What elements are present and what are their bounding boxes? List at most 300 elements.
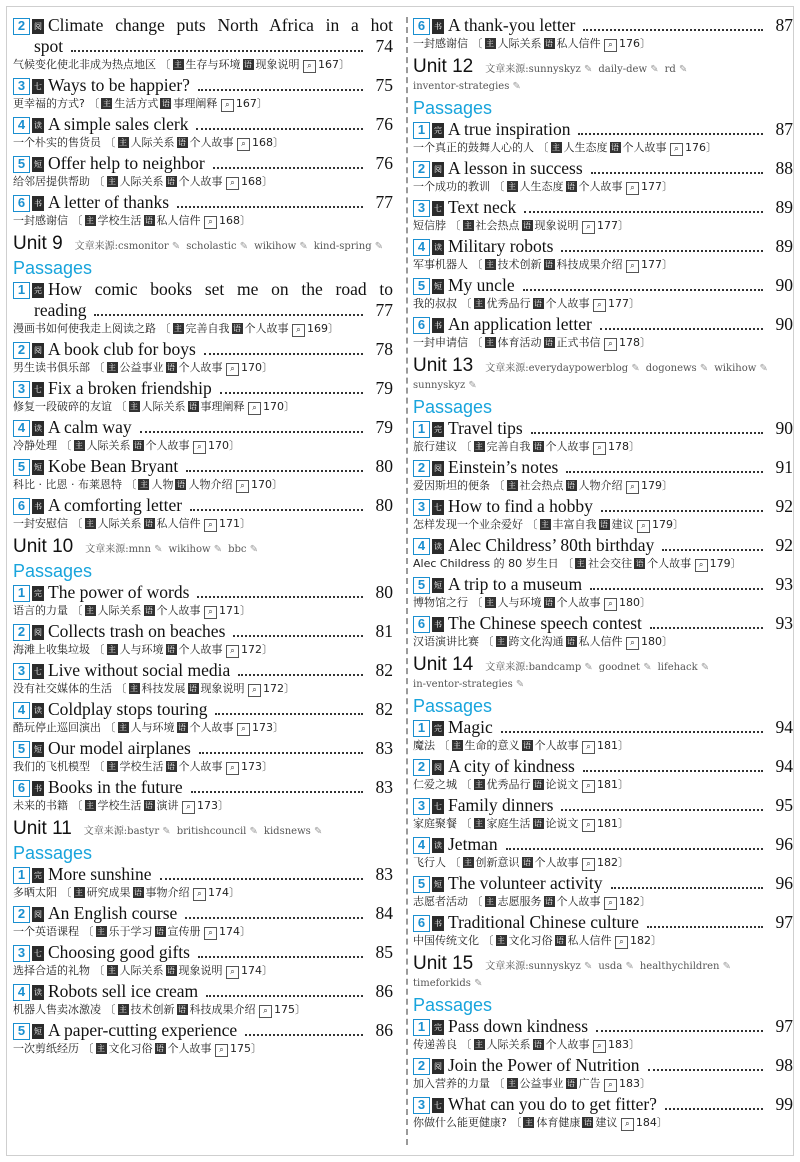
answer-page-ref[interactable]: ⌕ 181 [582,817,618,830]
passage-type-icon: 七 [432,500,444,515]
page-number[interactable]: 93 [775,613,793,633]
entry-number: 2 [413,759,430,776]
genre-icon: 语 [145,801,153,810]
section-heading: Passages [413,995,493,1015]
page-number[interactable]: 82 [375,660,393,680]
theme-icon: 主 [497,936,505,945]
entry-title[interactable]: A book club for boys [48,339,196,359]
passage-type-icon: 书 [32,196,44,211]
entry-title-row[interactable] [448,1094,793,1115]
page-number[interactable]: 90 [775,314,793,334]
entry-title[interactable]: The power of words [48,582,190,602]
unit-heading [13,818,393,840]
answer-page-ref[interactable]: ⌕ 177 [626,180,662,193]
theme-label: 人物 [151,478,174,491]
answer-page-ref[interactable]: ⌕ 180 [604,596,640,609]
entry-title[interactable]: Live without social media [48,660,231,680]
page-number[interactable]: 88 [775,158,793,178]
entry-title[interactable]: A thank-you letter [448,15,576,35]
entry-line [413,15,793,36]
entry-title-row[interactable] [448,275,793,296]
answer-page-ref[interactable]: ⌕ 167 [221,97,257,110]
entry-title-row[interactable] [48,942,393,963]
answer-page-ref[interactable]: ⌕ 171 [204,604,240,617]
toc-entry[interactable] [413,873,793,910]
genre-icon: 语 [178,138,186,147]
entry-title-row[interactable] [48,192,393,213]
entry-title-row[interactable] [48,495,393,516]
section-heading: Passages [413,397,493,417]
entry-title[interactable]: Jetman [448,834,498,854]
entry-title[interactable]: How comic books set me on the road to [48,279,393,299]
entry-title-row[interactable] [448,15,793,36]
toc-entry[interactable] [413,1055,793,1092]
page-number[interactable]: 96 [775,834,793,854]
entry-title-row[interactable] [48,660,393,681]
theme-label: 人生态度 [519,180,564,193]
toc-entry[interactable] [413,912,793,949]
toc-entry[interactable] [413,496,793,533]
page-number[interactable]: 82 [375,699,393,719]
toc-entry[interactable] [413,574,793,611]
entry-title[interactable]: How to find a hobby [448,496,593,516]
answer-page-ref[interactable]: ⌕ 174 [226,964,262,977]
entry-title-row[interactable] [448,717,793,738]
entry-title-continuation [13,300,393,321]
entry-title-row[interactable] [448,1016,793,1037]
entry-title[interactable]: A comforting letter [48,495,183,515]
page-number[interactable]: 79 [375,417,393,437]
unit-title: Unit 10 [13,536,74,557]
toc-entry[interactable] [413,236,793,273]
page-number[interactable]: 76 [375,153,393,173]
entry-title-row[interactable] [48,981,393,1002]
entry-title[interactable]: A calm way [48,417,132,437]
page-number[interactable]: 80 [375,456,393,476]
page-number[interactable]: 89 [775,236,793,256]
page-number[interactable]: 84 [375,903,393,923]
entry-title-row[interactable] [448,496,793,517]
answer-page-ref[interactable]: ⌕ 175 [259,1003,295,1016]
entry-title[interactable]: More sunshine [48,864,152,884]
answer-page-ref[interactable]: ⌕ 174 [193,886,229,899]
answer-page-ref[interactable]: ⌕ 176 [604,37,640,50]
answer-page-ref[interactable]: ⌕ 176 [670,141,706,154]
entry-title[interactable]: Offer help to neighbor [48,153,205,173]
entry-title-row[interactable] [448,418,793,439]
entry-subtitle-line: 中国传统文化 〔 主 文化习俗 语 私人信件 ⌕ 182〕 [413,933,793,949]
passage-type-icon: 完 [432,1020,444,1035]
theme-icon: 主 [576,559,585,568]
answer-page-ref[interactable]: ⌕ 182 [615,934,651,947]
answer-page-ref[interactable]: ⌕ 181 [582,778,618,791]
leader-dots [206,995,363,997]
entry-title-row[interactable] [448,457,793,478]
entry-title-row[interactable] [448,574,793,595]
theme-label: 人与环境 [130,721,175,734]
entry-title[interactable]: What can you do to get fitter? [448,1094,657,1114]
page-number[interactable]: 96 [775,873,793,893]
entry-title[interactable]: Our model airplanes [48,738,191,758]
entry-number: 3 [413,499,430,516]
entry-title-row[interactable] [448,912,793,933]
entry-title[interactable]: Einstein’s notes [448,457,559,477]
entry-line [413,834,793,855]
entry-title[interactable]: Travel tips [448,418,523,438]
entry-title-row[interactable] [448,756,793,777]
passage-type-icon: 阅 [32,907,44,922]
unit-title: Unit 12 [413,56,474,77]
page-number[interactable]: 99 [775,1094,793,1114]
page-number[interactable]: 79 [375,378,393,398]
toc-entry[interactable] [13,417,393,454]
entry-title-row[interactable] [448,834,793,855]
section-heading: Passages [13,843,93,863]
page-number[interactable]: 90 [775,275,793,295]
entry-line [13,1020,393,1041]
entry-title-cont[interactable]: reading [34,300,87,320]
toc-entry[interactable] [13,660,393,697]
entry-title-row[interactable] [48,339,393,360]
page-number[interactable]: 75 [375,75,393,95]
page-number[interactable]: 92 [775,535,793,555]
entry-number: 6 [13,498,30,515]
entry-title-continuation [13,36,393,57]
toc-entry[interactable] [13,621,393,658]
answer-page-ref[interactable]: ⌕ 170 [226,361,262,374]
entry-title[interactable]: Alec Childress’ 80th birthday [448,535,655,555]
entry-title-row[interactable] [48,777,393,798]
answer-page-ref[interactable]: ⌕ 174 [204,925,240,938]
entry-title[interactable]: Text neck [448,197,517,217]
toc-entry[interactable] [13,738,393,775]
answer-page-ref[interactable]: ⌕ 168 [226,175,262,188]
answer-page-ref[interactable]: ⌕ 171 [204,517,240,530]
entry-title-cont[interactable]: spot [34,36,64,56]
entry-title-row[interactable] [48,903,393,924]
toc-entry[interactable] [13,699,393,736]
genre-label: 宣传册 [167,925,201,938]
page-number[interactable]: 77 [375,300,393,320]
answer-page-ref[interactable]: ⌕ 183 [604,1077,640,1090]
answer-page-ref[interactable]: ⌕ 168 [204,214,240,227]
entry-title-row[interactable] [448,1055,793,1076]
entry-title[interactable]: Coldplay stops touring [48,699,208,719]
entry-title[interactable]: Join the Power of Nutrition [448,1055,640,1075]
source-item: bastyr ✎ [127,823,171,840]
entry-title-row[interactable] [48,699,393,720]
page-number[interactable]: 92 [775,496,793,516]
entry-title[interactable]: Magic [448,717,493,737]
passage-type-icon: 完 [432,422,444,437]
toc-entry[interactable] [13,456,393,493]
passage-type-icon: 七 [432,201,444,216]
entry-title-row[interactable] [48,279,393,300]
toc-entry[interactable] [13,495,393,532]
entry-title[interactable]: A lesson in success [448,158,583,178]
page-number[interactable]: 80 [375,582,393,602]
answer-page-ref[interactable]: ⌕ 184 [621,1116,657,1129]
entry-subtitle: 没有社交媒体的生活 [13,682,112,695]
toc-entry[interactable] [13,114,393,151]
genre-label: 事理阐释 [173,97,218,110]
page-number[interactable]: 83 [375,777,393,797]
page-number[interactable]: 80 [375,495,393,515]
entry-subtitle: 短信脖 [413,219,446,232]
theme-label: 社会热点 [519,479,564,492]
page-number[interactable]: 83 [375,738,393,758]
entry-title-row[interactable] [48,1020,393,1041]
toc-entry[interactable] [413,418,793,455]
toc-entry[interactable] [13,981,393,1018]
theme-icon: 主 [108,762,116,771]
answer-page-ref[interactable]: ⌕ 172 [248,682,284,695]
entry-line [413,457,793,478]
entry-title[interactable]: The volunteer activity [448,873,603,893]
toc-entry[interactable] [413,275,793,312]
passage-type-icon: 阅 [432,1059,444,1074]
entry-line [13,660,393,681]
entry-title-row[interactable] [48,378,393,399]
leader-dots [600,328,763,330]
entry-title[interactable]: Choosing good gifts [48,942,190,962]
page-number[interactable]: 98 [775,1055,793,1075]
answer-page-ref[interactable]: ⌕ 178 [593,440,629,453]
page-number[interactable]: 94 [775,756,793,776]
entry-title[interactable]: Family dinners [448,795,554,815]
entry-line [13,699,393,720]
toc-entry[interactable] [13,1020,393,1057]
page-number[interactable]: 86 [375,1020,393,1040]
theme-label: 人际关系 [86,439,131,452]
page-number[interactable]: 87 [775,119,793,139]
entry-line [13,279,393,300]
entry-line [413,873,793,894]
toc-entry[interactable] [13,903,393,940]
theme-icon: 主 [508,182,516,191]
toc-entry[interactable] [13,582,393,619]
page-number[interactable]: 86 [375,981,393,1001]
passage-type-icon: 完 [32,283,44,298]
answer-page-ref[interactable]: ⌕ 181 [582,739,618,752]
entry-subtitle: 怎样发现一个业余爱好 [413,518,523,531]
entry-title-row[interactable] [48,864,393,885]
entry-subtitle-line: 传递善良 〔 主 人际关系 语 个人故事 ⌕ 183〕 [413,1037,793,1053]
entry-title[interactable]: Fix a broken friendship [48,378,212,398]
leader-dots [177,206,363,208]
entry-title[interactable]: A letter of thanks [48,192,170,212]
entry-title[interactable]: Kobe Bean Bryant [48,456,179,476]
entry-title-row[interactable] [448,158,793,179]
entry-subtitle-line: 多晒太阳 〔 主 研究成果 语 事物介绍 ⌕ 174〕 [13,885,393,901]
page-number[interactable]: 89 [775,197,793,217]
toc-entry[interactable] [413,613,793,650]
entry-subtitle: 一次剪纸经历 [13,1042,79,1055]
answer-page-ref[interactable]: ⌕ 170 [248,400,284,413]
answer-page-ref[interactable]: ⌕ 173 [237,721,273,734]
entry-title[interactable]: A paper-cutting experience [48,1020,238,1040]
theme-icon: 主 [130,402,138,411]
page-number[interactable]: 74 [375,36,393,56]
entry-title[interactable]: A trip to a museum [448,574,583,594]
page-number[interactable]: 77 [375,192,393,212]
entry-subtitle: 军事机器人 [413,258,468,271]
entry-title[interactable]: Books in the future [48,777,183,797]
page-number[interactable]: 94 [775,717,793,737]
page-number[interactable]: 85 [375,942,393,962]
entry-title-row[interactable] [448,795,793,816]
page-number[interactable]: 97 [775,912,793,932]
genre-label: 个人故事 [578,180,623,193]
toc-entry[interactable] [413,717,793,754]
leader-dots [185,917,363,919]
leader-dots [94,314,363,316]
page-number[interactable]: 76 [375,114,393,134]
answer-page-ref[interactable]: ⌕ 175 [215,1042,251,1055]
answer-page-ref[interactable]: ⌕ 178 [604,336,640,349]
page-number[interactable]: 87 [775,15,793,35]
answer-page-ref[interactable]: ⌕ 182 [604,895,640,908]
entry-title-row[interactable] [448,535,793,556]
page-number[interactable]: 93 [775,574,793,594]
entry-number: 2 [413,161,430,178]
answer-page-ref[interactable]: ⌕ 179 [695,557,731,570]
entry-title[interactable]: An English course [48,903,178,923]
entry-title-row[interactable] [48,621,393,642]
toc-entry[interactable] [413,834,793,871]
source-item: sunnyskyz ✎ [413,377,477,394]
entry-title[interactable]: Ways to be happier? [48,75,190,95]
entry-title[interactable]: An application letter [448,314,592,334]
answer-page-ref[interactable]: ⌕ 170 [236,478,272,491]
entry-title-row[interactable] [48,153,393,174]
answer-page-ref[interactable]: ⌕ 179 [626,479,662,492]
toc-entry[interactable] [13,153,393,190]
toc-entry[interactable] [13,75,393,112]
theme-icon: 主 [486,39,494,48]
answer-page-ref[interactable]: ⌕ 173 [182,799,218,812]
page-number[interactable]: 95 [775,795,793,815]
entry-title[interactable]: My uncle [448,275,515,295]
toc-entry[interactable] [413,756,793,793]
answer-page-ref[interactable]: ⌕ 168 [237,136,273,149]
theme-label: 人生态度 [563,141,608,154]
toc-entry[interactable] [13,192,393,229]
answer-page-ref[interactable]: ⌕ 179 [637,518,673,531]
answer-page-ref[interactable]: ⌕ 167 [303,58,339,71]
toc-entry[interactable] [413,1016,793,1053]
toc-entry[interactable] [13,15,393,73]
toc-entry[interactable] [13,864,393,901]
answer-page-ref[interactable]: ⌕ 172 [226,643,262,656]
answer-page-ref[interactable]: ⌕ 182 [582,856,618,869]
entry-title[interactable]: Collects trash on beaches [48,621,226,641]
toc-entry[interactable] [413,535,793,572]
entry-title-row[interactable] [48,75,393,96]
theme-label: 社会交往 [588,557,633,570]
answer-page-ref[interactable]: ⌕ 173 [226,760,262,773]
answer-page-ref[interactable]: ⌕ 177 [626,258,662,271]
leader-dots [215,713,363,715]
entry-title[interactable]: Climate change puts North Africa in a hot [48,15,393,35]
page-number[interactable]: 83 [375,864,393,884]
leader-dots [648,1069,763,1071]
toc-entry[interactable] [413,197,793,234]
entry-title-row[interactable] [48,456,393,477]
entry-title[interactable]: The Chinese speech contest [448,613,642,633]
leader-dots [662,549,763,551]
entry-title[interactable]: Traditional Chinese culture [448,912,639,932]
toc-entry[interactable] [413,314,793,351]
entry-title-row[interactable] [448,314,793,335]
toc-entry[interactable] [13,942,393,979]
entry-title-row[interactable] [48,738,393,759]
entry-title[interactable]: A simple sales clerk [48,114,189,134]
answer-page-ref[interactable]: ⌕ 183 [593,1038,629,1051]
toc-entry[interactable] [413,457,793,494]
theme-icon: 主 [508,1079,516,1088]
page-number[interactable]: 81 [375,621,393,641]
entry-title-row[interactable] [48,417,393,438]
genre-icon: 语 [156,1044,164,1053]
source-item: bandcamp ✎ [529,659,593,676]
entry-line [13,621,393,642]
answer-page-ref[interactable]: ⌕ 180 [626,635,662,648]
toc-entry[interactable] [413,158,793,195]
toc-entry[interactable] [413,15,793,52]
page-number[interactable]: 97 [775,1016,793,1036]
answer-page-ref[interactable]: ⌕ 169 [292,322,328,335]
toc-entry[interactable] [13,279,393,337]
entry-title-row[interactable] [448,613,793,634]
toc-entry[interactable] [13,777,393,814]
entry-number: 5 [413,876,430,893]
toc-entry[interactable] [413,795,793,832]
entry-title-row[interactable] [48,15,393,36]
entry-title[interactable]: Pass down kindness [448,1016,589,1036]
toc-entry[interactable] [413,119,793,156]
entry-title[interactable]: Robots sell ice cream [48,981,199,1001]
entry-title[interactable]: A city of kindness [448,756,575,776]
toc-entry[interactable] [13,339,393,376]
entry-title-row[interactable] [448,119,793,140]
entry-number: 5 [413,278,430,295]
genre-icon: 语 [167,177,175,186]
entry-title[interactable]: Military robots [448,236,554,256]
source-item: inventor-strategies ✎ [413,78,521,95]
entry-title-row[interactable] [448,873,793,894]
entry-title-row[interactable] [448,236,793,257]
answer-page-ref[interactable]: ⌕ 177 [582,219,618,232]
page-number[interactable]: 91 [775,457,793,477]
answer-page-ref[interactable]: ⌕ 170 [193,439,229,452]
genre-label: 个人故事 [178,643,223,656]
entry-title-row[interactable] [48,582,393,603]
page-number[interactable]: 90 [775,418,793,438]
theme-icon: 主 [119,1005,127,1014]
page-number[interactable]: 78 [375,339,393,359]
entry-title-row[interactable] [448,197,793,218]
answer-page-ref[interactable]: ⌕ 177 [593,297,629,310]
entry-subtitle: 旅行建议 [413,440,457,453]
genre-label: 私人信件 [156,214,201,227]
toc-entry[interactable] [13,378,393,415]
entry-title-row[interactable] [48,114,393,135]
entry-title[interactable]: A true inspiration [448,119,571,139]
toc-entry[interactable] [413,1094,793,1131]
unit-heading [413,56,793,95]
theme-label: 乐于学习 [108,925,153,938]
